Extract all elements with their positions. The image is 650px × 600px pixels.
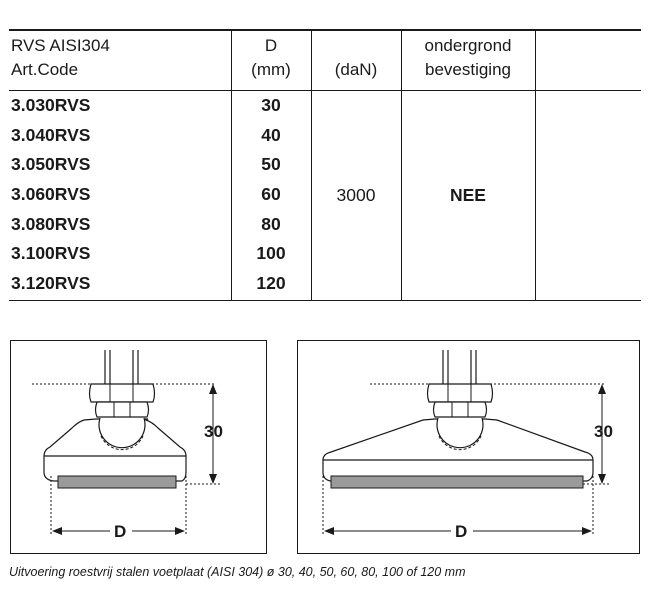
height-dimension-label: 30 <box>204 422 223 441</box>
table-row <box>9 269 641 299</box>
table-row <box>9 150 641 180</box>
width-dimension-label: D <box>114 522 127 541</box>
article-code: 3.030RVS <box>11 95 91 115</box>
header-code-line2: Art.Code <box>11 60 79 79</box>
header-mount-line2: bevestiging <box>424 60 511 79</box>
diameter-value: 60 <box>261 184 281 205</box>
footplate-diagram-large <box>297 340 640 555</box>
table-top-rule <box>9 29 641 31</box>
header-mount-line1: ondergrond <box>424 36 512 55</box>
header-diameter-line1: D <box>264 36 278 55</box>
header-code-line1: RVS AISI304 <box>11 36 110 55</box>
article-code: 3.080RVS <box>11 213 91 234</box>
article-code: 3.060RVS <box>11 184 91 205</box>
article-code: 3.120RVS <box>11 273 91 294</box>
table-row <box>9 91 641 121</box>
table-row <box>9 121 641 151</box>
table-bottom-rule <box>9 300 641 301</box>
diameter-value: 40 <box>261 124 281 145</box>
figure-caption: Uitvoering roestvrij stalen voetplaat (AISI 304) ø 30, 40, 50, 60, 80, 100 of 120 mm <box>9 565 466 579</box>
table-row <box>9 239 641 269</box>
spec-table <box>9 29 641 301</box>
drawing-large-footplate <box>297 340 640 555</box>
article-code: 3.040RVS <box>11 124 91 145</box>
width-dimension-label: D <box>455 522 468 541</box>
header-load-unit: (daN) <box>334 60 378 79</box>
diameter-value: 120 <box>256 273 286 294</box>
load-value: 3000 <box>336 185 376 205</box>
table-row <box>9 210 641 240</box>
height-dimension-label: 30 <box>594 422 613 441</box>
diameter-value: 100 <box>256 243 286 264</box>
diameter-value: 50 <box>261 154 281 175</box>
article-code: 3.050RVS <box>11 154 91 175</box>
diameter-value: 30 <box>261 95 281 115</box>
diameter-value: 80 <box>261 213 281 234</box>
header-diameter-line2: (mm) <box>251 60 291 79</box>
article-code: 3.100RVS <box>11 243 91 264</box>
mount-value: NEE <box>450 185 486 205</box>
